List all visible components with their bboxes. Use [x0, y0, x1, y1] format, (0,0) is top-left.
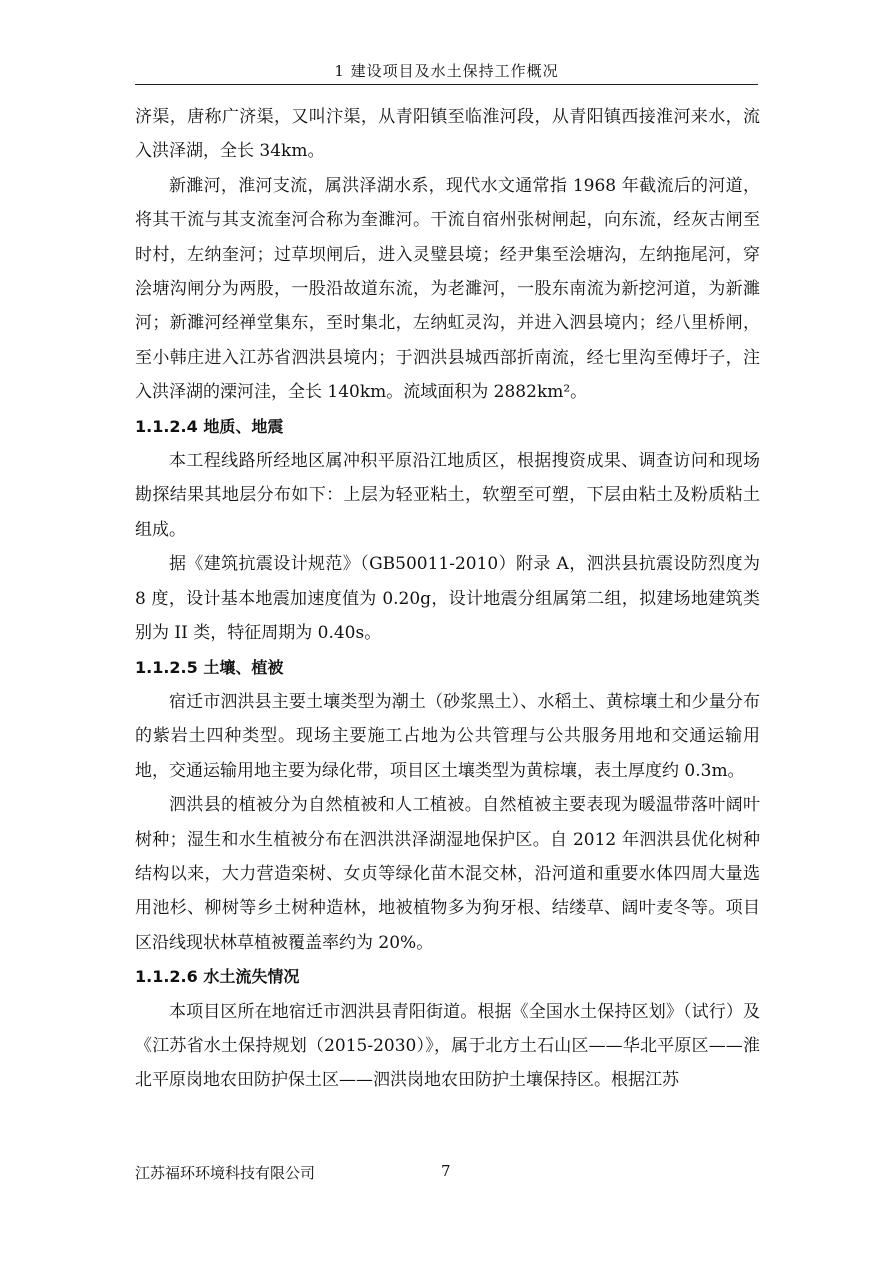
page-body [135, 100, 760, 1098]
header-rule [135, 84, 758, 85]
paragraph-6: 泗洪县的植被分为自然植被和人工植被。自然植被主要表现为暖温带落叶阔叶树种；湿生和水生植被分布在泗洪洪泽湖湿地保护区。自 2012 年泗洪县优化树种结构以来，大力营造栾树、女贞等绿化苗木混交林，沿河道和重要水体四周大量选用池杉、柳树等乡土树种造林，地被植物多为狗牙根、结缕草、阔叶麦冬等。项目区沿线现状林草植被覆盖率约为 20%。 [135, 795, 760, 953]
section-heading-geology: 1.1.2.4 地质、地震 [135, 416, 284, 436]
page-number: 7 [441, 1162, 451, 1180]
paragraph-4: 据《建筑抗震设计规范》（GB50011-2010）附录 A，泗洪县抗震设防烈度为 8 度，设计基本地震加速度值为 0.20g，设计地震分组属第二组，拟建场地建筑类别为 II 类，特征周期为 0.40s。 [135, 554, 760, 644]
page-header: 1 建设项目及水土保持工作概况 [334, 62, 559, 80]
footer-company: 江苏福环环境科技有限公司 [135, 1164, 316, 1182]
paragraph-3: 本工程线路所经地区属冲积平原沿江地质区，根据搜资成果、调查访问和现场勘探结果其地层分布如下：上层为轻亚粘土，软塑至可塑，下层由粘土及粉质粘土组成。 [135, 451, 760, 540]
paragraph-7: 本项目区所在地宿迁市泗洪县青阳街道。根据《全国水土保持区划》（试行）及《江苏省水土保持规划（2015-2030）》，属于北方土石山区——华北平原区——淮北平原岗地农田防护保土区——泗洪岗地农田防护土壤保持区。根据江苏 [135, 1001, 760, 1091]
paragraph-2: 新濉河，淮河支流，属洪泽湖水系，现代水文通常指 1968 年截流后的河道，将其干流与其支流奎河合称为奎濉河。干流自宿州张树闸起，向东流，经灰古闸至时村，左纳奎河；过草坝闸后，进入灵璧县境；经尹集至浍塘沟，左纳拖尾河，穿浍塘沟闸分为两股，一股沿故道东流，为老濉河，一股东南流为新挖河道，为新濉河；新濉河经禅堂集东，至时集北，左纳虹灵沟，并进入泗县境内；经八里桥闸，至小韩庄进入江苏省泗洪县境内；于泗洪县城西部折南流，经七里沟至傅圩子，注入洪泽湖的溧河洼，全长 140km。流域面积为 2882km²。 [135, 175, 760, 403]
section-heading-soil: 1.1.2.5 土壤、植被 [135, 657, 284, 677]
paragraph-1: 济渠，唐称广济渠，又叫汴渠，从青阳镇至临淮河段，从青阳镇西接淮河来水，流入洪泽湖，全长 34km。 [135, 107, 760, 162]
section-heading-erosion: 1.1.2.6 水土流失情况 [135, 967, 300, 987]
paragraph-5: 宿迁市泗洪县主要土壤类型为潮土（砂浆黑土）、水稻土、黄棕壤土和少量分布的紫岩土四种类型。现场主要施工占地为公共管理与公共服务用地和交通运输用地，交通运输用地主要为绿化带，项目区土壤类型为黄棕壤，表土厚度约 0.3m。 [135, 691, 760, 781]
